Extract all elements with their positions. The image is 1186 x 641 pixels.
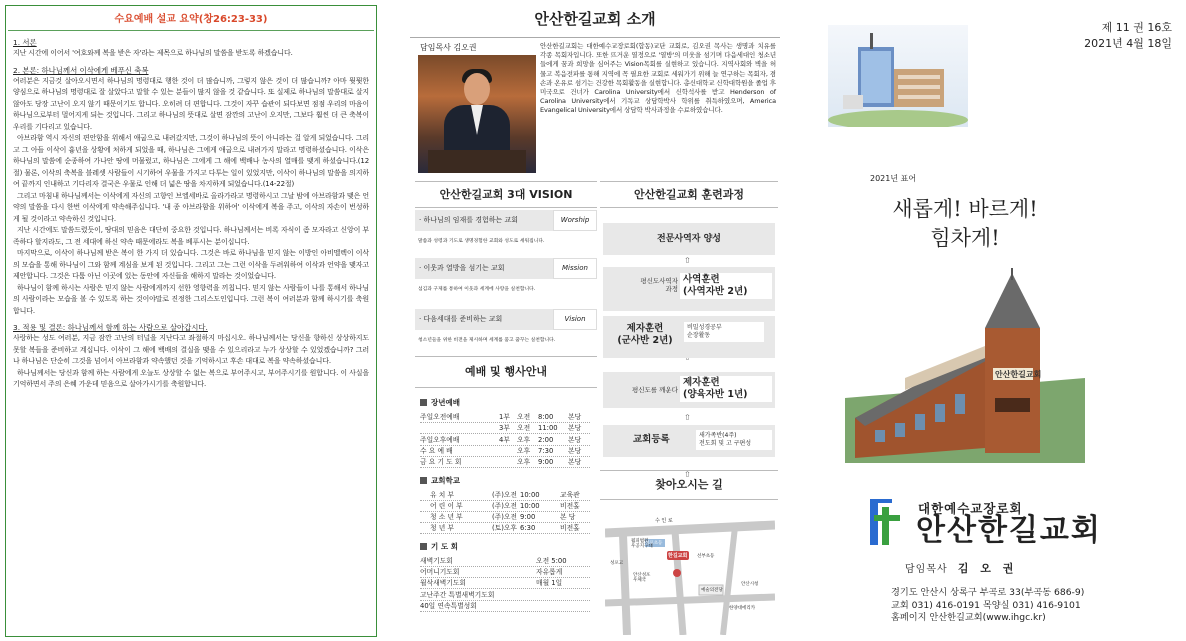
pastor-photo — [418, 55, 536, 173]
service-cell: 오전 5:00 — [536, 556, 567, 565]
square-bullet-icon — [420, 477, 427, 484]
service-cell: 9:00 — [538, 458, 554, 467]
sermon-paragraph: 사랑하는 성도 여러분, 지금 잠깐 고난의 터널을 지난다고 좌절하지 마십시오. 하나님께서는 당신을 향하신 상상하지도 못할 복들을 준비하고 계십니다. 이삭이 그 해에 백배의 결실을 맺을 수 있으리라고 누가 상상할 수 있었겠습니까? 그러나 하나님은 단순히 그것을 넘어서 아브라함과 약속했던 것을 기억하시고 후손 대대로 복을 약속하셨습니다. — [13, 334, 369, 365]
cover-pastor-label: 담임목사 — [905, 564, 948, 575]
church-sign: 안산한길교회 — [995, 370, 1042, 379]
service-cell: 유 치 부 — [430, 490, 455, 499]
map-label-highschool: 성포고 — [610, 561, 624, 566]
year-motto-label: 2021년 표어 — [870, 174, 917, 183]
training-step-desc: 새가족반(4주) 전도회 및 고 구편성 — [696, 430, 772, 450]
sermon-section-heading: 3. 적용 및 결론: 하나님께서 함께 하는 사람으로 살아갑시다. — [13, 323, 208, 332]
church-building-render — [828, 25, 968, 127]
services-subheading — [420, 397, 460, 408]
service-cell: 오후 — [517, 435, 531, 444]
map-label-church: 한길교회 — [668, 553, 688, 559]
church-photo — [845, 268, 1085, 463]
issue-date: 2021년 4월 18일 — [1084, 37, 1172, 50]
volume-number: 제 11 권 16호 — [1101, 21, 1172, 34]
service-cell: 10:00 — [520, 501, 540, 510]
training-step-value: 사역훈련 (사역자반 2년) — [680, 273, 772, 299]
service-cell: (주)오전 — [492, 490, 518, 499]
service-cell: 본당 — [568, 435, 582, 444]
service-row — [420, 590, 590, 601]
pastor-label: 담임목사 김오권 — [420, 43, 477, 52]
service-row — [420, 512, 590, 523]
directions-map — [605, 505, 775, 635]
service-row — [420, 567, 590, 578]
services-heading: 예배 및 행사안내 — [415, 356, 597, 388]
service-cell: 청 소 년 부 — [430, 513, 463, 522]
service-cell: 어머니기도회 — [420, 568, 460, 576]
directions-heading: 찾아오시는 길 — [600, 470, 778, 500]
training-step-value: 교회등록 — [633, 434, 670, 445]
sermon-paragraph: 하나님께서는 당신과 함께 하는 사람에게 오늘도 상상할 수 없는 복으로 부어주시고, 부어주시기를 원합니다. 이 사실을 기억하면서 주의 은혜 가운데 믿음으로 살아가시기를 축원합니다. — [13, 368, 369, 388]
homepage: 홈페이지 안산한길교회(www.ihgc.kr) — [891, 612, 1046, 623]
service-cell: 오전 — [517, 413, 531, 421]
services-subheading-text: 장년예배 — [431, 398, 460, 407]
sermon-body — [13, 37, 369, 391]
service-cell: 오후 — [517, 446, 531, 455]
map-label-police: 월피법원 우공지구대 — [631, 539, 653, 549]
vision-item-tag: Mission — [553, 258, 597, 279]
service-cell: 본 당 — [560, 513, 576, 522]
sermon-paragraph: 지난 시간에 이어서 '여호와께 복을 받은 자'라는 제목으로 하나님의 말씀을 받도록 하겠습니다. — [13, 49, 293, 57]
cover-pastor-name: 김 오 권 — [957, 562, 1018, 575]
year-slogan — [855, 195, 1075, 253]
training-step-value: 제자훈련 (군사반 2년) — [617, 323, 673, 346]
services-subheading-text: 기 도 회 — [431, 541, 458, 551]
service-cell: 7:30 — [538, 446, 554, 455]
sermon-paragraph: 그리고 마침내 하나님께서는 이삭에게 자신의 고향인 브엘세바로 올라가라고 명령하시고 그날 밤에 아브라함과 맺은 언약의 말씀을 다시 한번 이삭에게 약속해주십니다. '내 종 아브라함을 위하여' 이삭에게 복을 주고, 이삭의 자손이 번성하게 될 것이라고 약속하신 것입니다. — [13, 191, 369, 223]
service-cell: 10:00 — [520, 490, 540, 499]
service-row — [420, 412, 590, 423]
training-step-desc: 비밀성경공부 순장활동 — [684, 322, 764, 342]
training-top-step: 전문사역자 양성 — [603, 223, 775, 255]
service-cell: 오후 — [517, 458, 531, 467]
service-row — [420, 523, 590, 534]
service-row — [420, 578, 590, 589]
sermon-paragraph: 여러분은 지금것 살아오시면서 하나님의 명령대로 행한 것이 더 많습니까, 그렇지 않은 것이 더 많습니까? 아마 뭣뭣한 양심으로 하나님의 명령대로 잘 살았다고 말할 수 있는 분들이 많지 않을 것 같습니다. 또 실제로 하나님의 말씀대로 살지 않아도 당장 고난이 오지 않기 때문이기도 합니다. 오히려 더 편합니다. 그것이 자꾸 습관이 되다보면 점점 우리의 마음이 하나님으로부터 멀어지게 되는 것입니다. 그리고 하나님의 뜻대로 살면 잠깐의 고난이 오지만, 그보다 훨씬 더 큰 축복이 우리를 기다리고 있습니다. — [13, 76, 369, 131]
services-subheading-text: 교회학교 — [431, 475, 460, 485]
vision-item-label: · 하나님의 임재를 경험하는 교회 — [415, 210, 597, 231]
service-cell: 본당 — [568, 446, 582, 455]
phone-numbers: 교회 031) 416-0191 목양실 031) 416-9101 — [891, 599, 1081, 611]
service-row — [420, 490, 590, 501]
map-label-univ: 한양대에리카 — [729, 606, 756, 611]
service-cell: (주)오전 — [492, 513, 518, 522]
sermon-paragraph: 하나님이 함께 하시는 사람은 믿지 않는 사람에게까지 선한 영향력을 끼칩니다. 믿지 않는 사람들이 나를 통해서 하나님의 사람이라는 모습을 볼 수 있도록 하는 것이야말로 진정한 그리스도인입니다. 그런 복이 여러분과 함께 하시기를 축원합니다. — [13, 283, 369, 315]
service-cell: 주일오후예배 — [420, 435, 460, 444]
sermon-paragraph: 아브라함 역시 자신의 편안함을 위해서 애굽으로 내려갔지만, 그것이 하나님의 뜻이 아니라는 걸 알게 되었습니다. 그리고 그 아들 이삭이 흉년을 상황에 처하게 되었을 때, 하나님은 그에게 애굽으로 내려가지 말라고 명령하셨습니다. 이삭은 하나님의 말씀에 순종하여 가나안 땅에 머물렀고, 하나님은 그에게 그 해에 백배나 농사의 열매를 맺게 하셨습니다.(12절) 물론, 이삭의 축복을 블레셋 사람들이 시기하여 우물을 가지고 다투는 일이 있었지만, 이삭이 하나님의 말씀을 의지하여 끝까지 인내하고 기다리자 결국은 우물로 인해 더 넓은 땅을 차지하게 되었습니다.(14-22절) — [13, 134, 369, 188]
service-row — [420, 457, 590, 468]
vision-item-label: · 이웃과 열방을 섬기는 교회 — [415, 258, 597, 279]
sermon-section-heading: 2. 본론: 하나님께서 이삭에게 베푸신 축복 — [13, 65, 149, 75]
vision-item — [415, 309, 597, 351]
slogan-line-2: 힘차게! — [930, 226, 1000, 250]
cover-pastor — [905, 560, 1017, 576]
sermon-title: 수요예배 설교 요약(창26:23-33) — [8, 8, 374, 31]
up-arrow-icon: ⇧ — [684, 470, 691, 479]
vision-item — [415, 210, 597, 252]
intro-title: 안산한길교회 소개 — [410, 2, 780, 38]
service-row — [420, 446, 590, 457]
service-cell: 교육관 — [560, 490, 580, 499]
vision-item — [415, 258, 597, 300]
service-cell: 2:00 — [538, 435, 554, 444]
vision-item-tag: Worship — [553, 210, 597, 231]
intro-text: 안산한길교회는 대한예수교장로회(합동)교단 교회로, 김오권 목사는 생명과 치유를 각종 목회자입니다. 또한 뜨거운 열정으로 '열방'의 미웃을 섬기며 다음세대인 청소년들에게 꿈과 희망을 심어주는 Vision목회를 실현하고 있습니다. 지역사회와 벽을 허물고 복음전파를 통해 지역에 꼭 필요한 교회로 세워가기 위해 늘 연구하는 목회자, 겸손과 온유로 섬기는 건강한 목회활동을 실현합니다. 총신대학교 신학대학원을 졸업 후 미국으로 건너가 Carolina University에서 신학석사를 받고 Henderson of Carolina University에서 기독교 상담학박사 학위를 취득하였으며, America Evangelical University에서 상담학 박사과정을 수료하였습니다. — [540, 42, 776, 115]
service-cell: 9:00 — [520, 513, 536, 522]
service-cell: 금 요 기 도 회 — [420, 458, 462, 467]
service-cell: 비전홀 — [560, 501, 580, 510]
map-label-road: 수 인 로 — [655, 518, 673, 524]
training-step-label: 평신도를 깨운다 — [631, 386, 678, 394]
service-cell: 새벽기도회 — [420, 556, 453, 565]
service-row — [420, 556, 590, 567]
sermon-section-heading: 1. 서론 — [13, 38, 37, 47]
square-bullet-icon — [420, 543, 427, 550]
service-cell: 오전 — [517, 424, 531, 433]
service-cell: 본당 — [568, 458, 582, 467]
service-row — [420, 501, 590, 512]
vision-item-tag: Vision — [553, 309, 597, 330]
issue-info — [1040, 20, 1172, 52]
service-cell: 본당 — [568, 413, 582, 421]
service-cell: 3부 — [499, 424, 510, 433]
service-cell: 11:00 — [538, 424, 558, 433]
vision-item-desc: 말씀과 성령과 기도로 생명경험한 교회와 성도로 세워집니다. — [418, 239, 545, 244]
church-name: 안산한길교회 — [916, 513, 1102, 548]
training-heading: 안산한길교회 훈련과정 — [600, 181, 778, 208]
denomination-logo-icon — [870, 499, 906, 545]
service-cell: 4부 — [499, 435, 510, 444]
sermon-paragraph: 지난 시간에도 말씀드렸듯이, 땅대의 믿음은 대단히 중요한 것입니다. 하나님께서는 비록 자식이 좀 모자라고 신앙이 부족하다 할지라도, 그 전 세대에 하신 약속 때문에라도 복을 베푸시는 분이십니다. — [13, 226, 369, 246]
vision-item-desc: 청소년들을 위한 비전을 제시하며 세계를 품고 꿈꾸는 실천합니다. — [418, 338, 556, 343]
service-cell: 본당 — [568, 424, 582, 433]
service-cell: 월삭새벽기도회 — [420, 579, 466, 588]
service-cell: 40일 연속특별성회 — [420, 601, 477, 610]
service-cell: 고난주간 특별새벽기도회 — [420, 590, 495, 599]
square-bullet-icon — [420, 399, 427, 406]
services-subheading — [420, 475, 460, 486]
service-cell: 어 린 이 부 — [430, 501, 463, 510]
contact-info — [891, 587, 1084, 625]
service-cell: 매월 1일 — [536, 579, 563, 588]
service-cell: 수 요 예 배 — [420, 446, 453, 455]
denomination-name: 대한예수교장로회 — [918, 501, 1023, 516]
service-row — [420, 601, 590, 612]
services-subheading — [420, 541, 458, 552]
map-label-cityhall: 안산시청 — [741, 582, 759, 587]
service-cell: 청 년 부 — [430, 524, 455, 533]
map-label-artcenter: 예술의전당 — [701, 588, 723, 593]
service-cell: 8:00 — [538, 413, 554, 421]
service-cell: (주)오전 — [492, 501, 518, 510]
training-step-label: 평신도사역자 과정 — [640, 277, 678, 293]
vision-item-label: · 다음세대를 준비하는 교회 — [415, 309, 597, 330]
service-cell: 비전홀 — [560, 524, 580, 533]
training-step-value: 제자훈련 (양육자반 1년) — [680, 376, 772, 402]
service-cell: 주일오전예배 — [420, 413, 460, 421]
up-arrow-icon: ⇧ — [684, 256, 691, 265]
map-label-school: 성포초등 — [645, 541, 663, 546]
slogan-line-1: 새롭게! 바르게! — [892, 197, 1038, 221]
vision-item-desc: 섬김과 구제를 통하여 이웃과 세계에 사랑을 실천합니다. — [418, 287, 536, 292]
sermon-summary-panel — [5, 5, 377, 637]
map-label-post: 안산성포 우체국 — [633, 573, 651, 583]
address: 경기도 안산시 상록구 부곡로 33(부곡동 686-9) — [891, 587, 1085, 598]
service-row — [420, 423, 590, 434]
sermon-paragraph: 마지막으로, 이삭이 하나님께 받은 복이 한 가지 더 있습니다. 그것은 바로 하나님을 믿지 않는 이방인 아비멜렉이 이삭의 모습을 통해 하나님이 그와 함께 계심을 보게 된 것입니다. 그리고 그는 그런 이삭을 두려워하여 이삭과 언약을 맺자고 제안합니다. 그것은 다툼 아닌 이곳에 있는 동안에 자신들을 해하지 말라는 것이었습니다. — [13, 249, 369, 280]
vision-heading: 안산한길교회 3대 VISION — [415, 181, 597, 208]
map-label-elem: 선부초등 — [697, 554, 715, 559]
service-row — [420, 435, 590, 446]
service-cell: (토)오후 — [492, 524, 518, 533]
service-cell: 6:30 — [520, 524, 536, 533]
up-arrow-icon: ⇧ — [684, 413, 691, 422]
service-cell: 자유롭게 — [536, 568, 563, 576]
service-cell: 1부 — [499, 413, 510, 421]
